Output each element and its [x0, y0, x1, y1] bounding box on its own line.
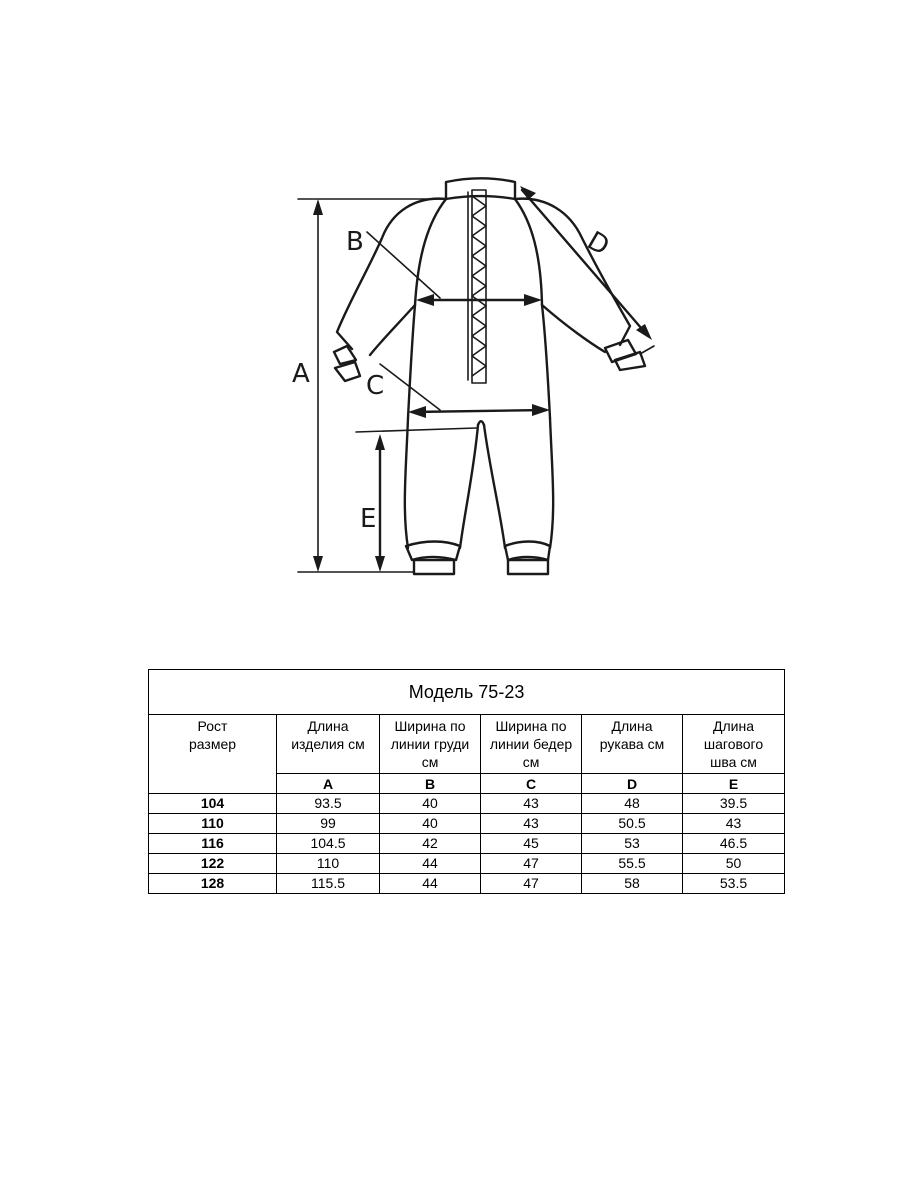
- cell-value: 53: [582, 834, 683, 854]
- cell-value: 50.5: [582, 814, 683, 834]
- table-title: Модель 75-23: [149, 670, 785, 715]
- cell-value: 42: [380, 834, 481, 854]
- label-d: D: [581, 226, 615, 263]
- cell-value: 40: [380, 814, 481, 834]
- table-row: [149, 854, 785, 874]
- cell-value: 115.5: [277, 874, 380, 894]
- label-a: A: [292, 359, 310, 389]
- cell-value: 93.5: [277, 794, 380, 814]
- table-row: [149, 814, 785, 834]
- cell-value: 47: [481, 854, 582, 874]
- cell-value: 55.5: [582, 854, 683, 874]
- table-row: [149, 834, 785, 854]
- col-header-text: Ширина по линии бедер см: [489, 718, 573, 770]
- cell-value: 110: [277, 854, 380, 874]
- cell-value: 43: [683, 814, 785, 834]
- col-header-text: Длина изделия см: [291, 718, 365, 752]
- col-header: [277, 715, 380, 774]
- col-header: [380, 715, 481, 774]
- cell-value: 39.5: [683, 794, 785, 814]
- cell-value: 44: [380, 854, 481, 874]
- table-row: [149, 794, 785, 814]
- col-letter: E: [683, 774, 785, 794]
- label-e: E: [360, 504, 377, 534]
- col-header: [683, 715, 785, 774]
- cell-value: 40: [380, 794, 481, 814]
- cell-value: 58: [582, 874, 683, 894]
- cell-value: 47: [481, 874, 582, 894]
- size-header-text: Рост размер: [188, 718, 237, 752]
- cell-value: 99: [277, 814, 380, 834]
- col-header-text: Длина рукава см: [599, 718, 665, 752]
- col-letter: C: [481, 774, 582, 794]
- col-header-text: Ширина по линии груди см: [390, 718, 470, 770]
- size-header: [149, 715, 277, 794]
- col-header: [481, 715, 582, 774]
- col-header-text: Длина шагового шва см: [703, 718, 764, 770]
- row-size: 110: [149, 814, 277, 834]
- cell-value: 53.5: [683, 874, 785, 894]
- cell-value: 46.5: [683, 834, 785, 854]
- cell-value: 43: [481, 794, 582, 814]
- label-b: B: [346, 227, 364, 257]
- col-letter: A: [277, 774, 380, 794]
- col-header: [582, 715, 683, 774]
- row-size: 128: [149, 874, 277, 894]
- size-table: [148, 669, 785, 894]
- label-c: C: [366, 371, 385, 401]
- cell-value: 50: [683, 854, 785, 874]
- row-size: 122: [149, 854, 277, 874]
- cell-value: 45: [481, 834, 582, 854]
- cell-value: 104.5: [277, 834, 380, 854]
- row-size: 104: [149, 794, 277, 814]
- row-size: 116: [149, 834, 277, 854]
- table-row: [149, 874, 785, 894]
- cell-value: 44: [380, 874, 481, 894]
- cell-value: 48: [582, 794, 683, 814]
- cell-value: 43: [481, 814, 582, 834]
- col-letter: D: [582, 774, 683, 794]
- col-letter: B: [380, 774, 481, 794]
